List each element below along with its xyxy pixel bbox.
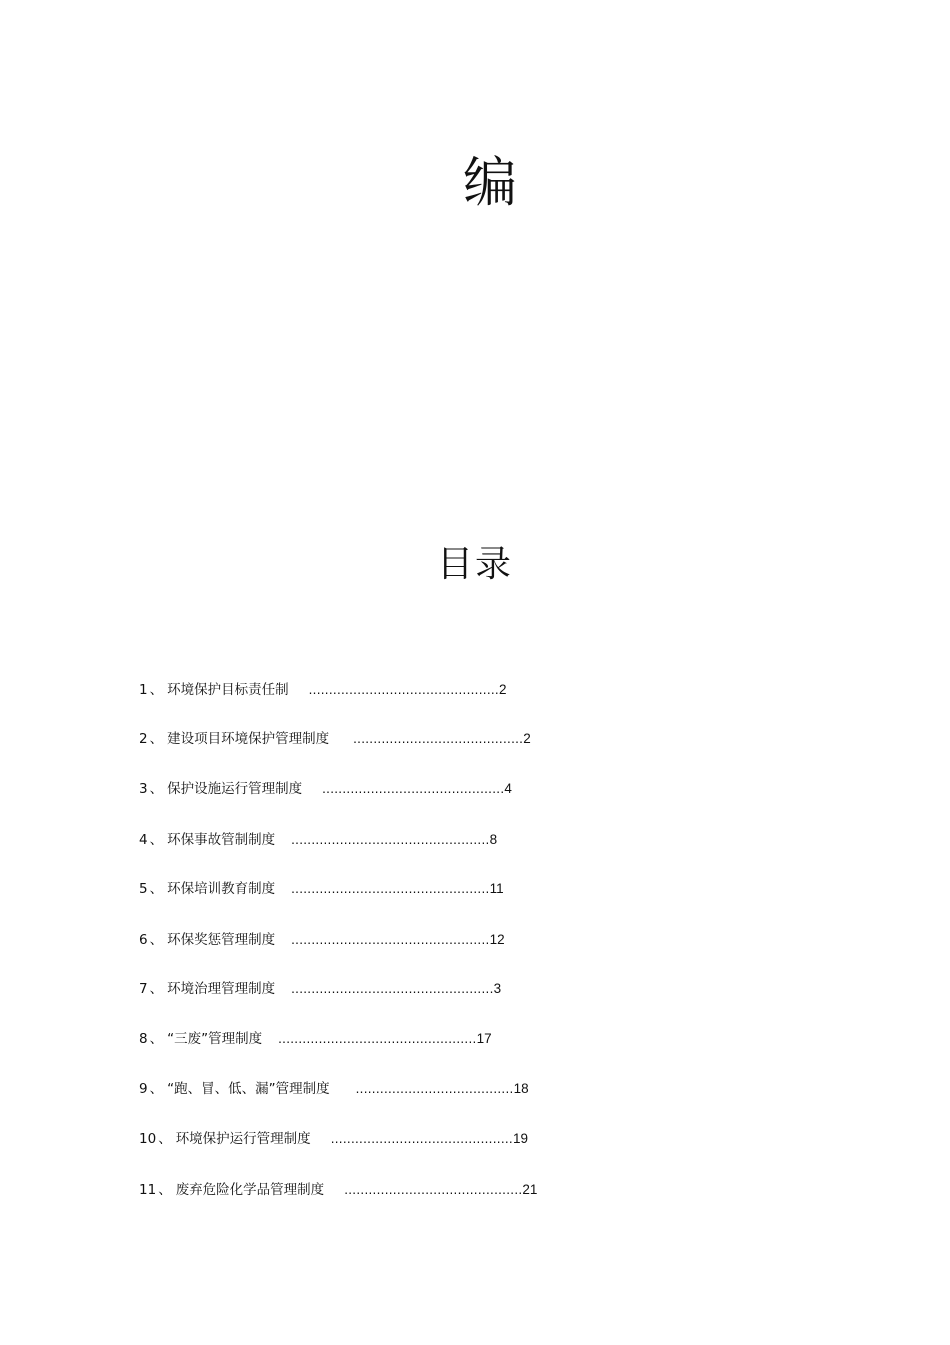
toc-entry-leader: ............................................: [344, 1182, 523, 1197]
toc-entry-2[interactable]: [139, 727, 531, 751]
toc-entry-leader: .................................................: [278, 1031, 477, 1046]
toc-entry-leader: .............................................: [330, 1131, 513, 1146]
toc-entry-title: “三废”管理制度: [167, 1031, 263, 1047]
toc-entry-separator: 、: [149, 781, 164, 797]
toc-entry-page: 11: [489, 881, 504, 896]
toc-entry-number: 8: [139, 1031, 148, 1047]
toc-entry-page: 21: [522, 1182, 538, 1197]
toc-entry-separator: 、: [158, 1182, 172, 1198]
toc-entry-page: 12: [489, 932, 505, 947]
cover-character: 编: [463, 151, 517, 214]
toc-entry-page: 2: [498, 682, 507, 697]
toc-entry-5[interactable]: [139, 877, 504, 901]
toc-entry-3[interactable]: [139, 777, 512, 801]
toc-entry-separator: 、: [149, 1031, 164, 1047]
toc-entry-separator: 、: [149, 682, 164, 698]
toc-entry-page: 8: [489, 832, 498, 847]
toc-entry-separator: 、: [149, 731, 164, 747]
toc-entry-number: 6: [139, 932, 148, 948]
toc-entry-9[interactable]: [139, 1077, 529, 1101]
toc-entry-leader: .......................................: [355, 1081, 514, 1096]
toc-entry-leader: ...............................................: [308, 682, 499, 697]
toc-entry-number: 11: [139, 1182, 157, 1198]
toc-entry-11[interactable]: [139, 1178, 537, 1202]
toc-entry-number: 1: [139, 682, 148, 698]
toc-entry-page: 18: [513, 1081, 529, 1096]
toc-entry-page: 3: [493, 981, 502, 996]
toc-entry-leader: ..........................................: [353, 731, 524, 746]
toc-entry-7[interactable]: [139, 977, 501, 1001]
toc-entry-title: 保护设施运行管理制度: [167, 781, 303, 797]
toc-entry-separator: 、: [149, 981, 164, 997]
toc-entry-title: 废弃危险化学品管理制度: [175, 1182, 325, 1198]
toc-entry-8[interactable]: [139, 1027, 492, 1051]
toc-entry-title: 环境保护目标责任制: [167, 682, 289, 698]
toc-entry-leader: .................................................: [291, 932, 490, 947]
toc-entry-leader: ..................................................: [291, 981, 494, 996]
toc-entry-separator: 、: [149, 881, 164, 897]
toc-entry-separator: 、: [158, 1131, 172, 1147]
toc-entry-title: 环保奖惩管理制度: [167, 932, 276, 948]
toc-entry-number: 5: [139, 881, 148, 897]
toc-entry-page: 2: [523, 731, 531, 746]
toc-heading: 目录: [436, 544, 513, 585]
toc-entry-number: 7: [139, 981, 148, 997]
toc-entry-leader: .................................................: [291, 881, 490, 896]
toc-entry-number: 9: [139, 1081, 148, 1097]
toc-entry-number: 10: [139, 1131, 157, 1147]
toc-entry-separator: 、: [149, 932, 164, 948]
toc-entry-title: “跑、冒、低、漏”管理制度: [167, 1081, 330, 1097]
toc-entry-separator: 、: [149, 1081, 164, 1097]
toc-entry-separator: 、: [149, 832, 164, 848]
toc-entry-number: 3: [139, 781, 148, 797]
toc-entry-leader: .................................................: [291, 832, 490, 847]
toc-entry-page: 19: [512, 1131, 529, 1146]
toc-entry-title: 环境保护运行管理制度: [175, 1131, 311, 1147]
toc-entry-6[interactable]: [139, 928, 505, 952]
toc-entry-4[interactable]: [139, 828, 497, 852]
toc-entry-page: 4: [504, 781, 512, 796]
toc-entry-number: 2: [139, 731, 148, 747]
toc-entry-page: 17: [476, 1031, 492, 1046]
toc-entry-title: 环保事故管制制度: [167, 832, 276, 848]
toc-entry-title: 环境治理管理制度: [167, 981, 276, 997]
toc-entry-number: 4: [139, 832, 148, 848]
toc-entry-title: 环保培训教育制度: [167, 881, 276, 897]
toc-entry-10[interactable]: [139, 1127, 528, 1151]
toc-entry-title: 建设项目环境保护管理制度: [167, 731, 330, 747]
toc-entry-leader: .............................................: [322, 781, 505, 796]
toc-entry-1[interactable]: [139, 678, 507, 702]
